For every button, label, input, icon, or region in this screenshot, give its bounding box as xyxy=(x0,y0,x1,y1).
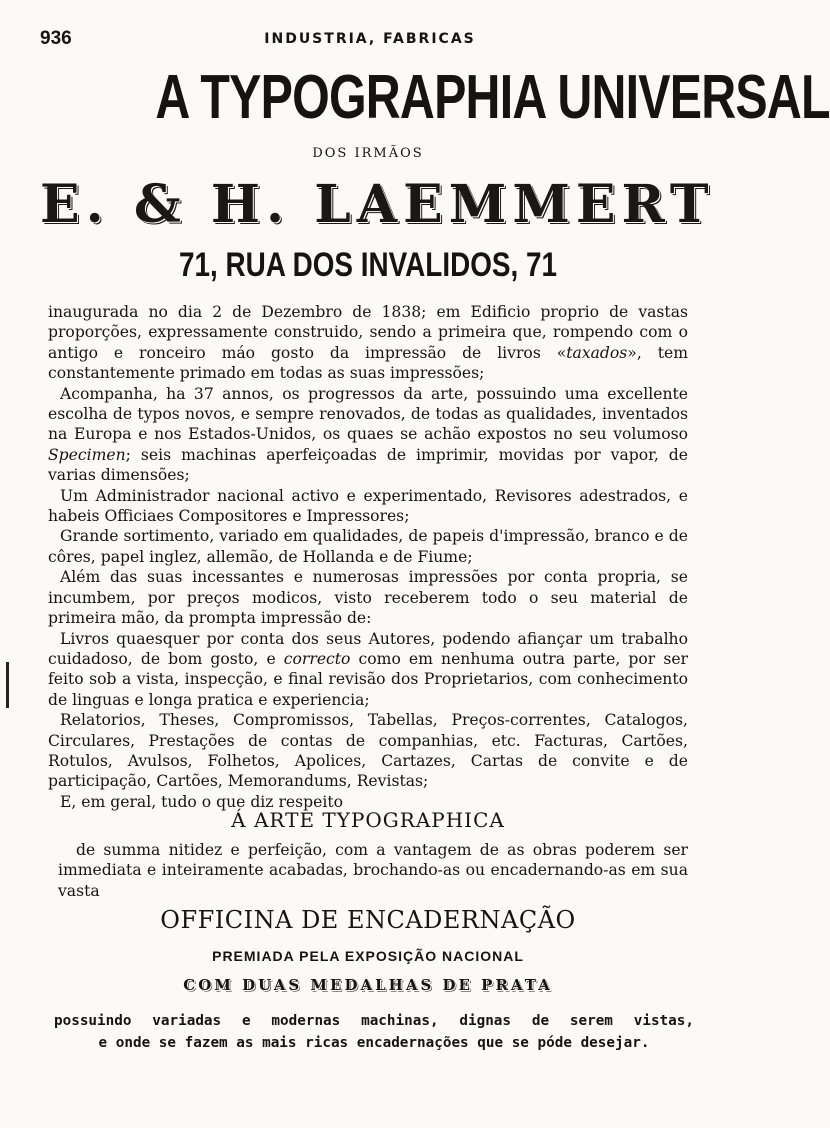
body-text xyxy=(48,302,688,812)
medals-line: COM DUAS MEDALHAS DE PRATA xyxy=(183,976,553,994)
bindery-heading: OFFICINA DE ENCADERNAÇÃO xyxy=(160,906,576,934)
paragraph-staff: Um Administrador nacional activo e experimentado, Revisores adestrados, e habeis Officiaes Compositores e Impressores; xyxy=(48,486,688,526)
paragraph-founding xyxy=(48,302,688,384)
text-span: inaugurada no dia 2 de Dezembro de 1838; em Edificio proprio de vastas proporções, expressamente construido, sendo a primeira que, rompendo com o antigo e ronceiro máo gosto da impressão de livros « xyxy=(48,303,688,362)
text-span: ; seis machinas aperfeiçoadas de imprimir, movidas por vapor, de varias dimensões; xyxy=(48,445,688,485)
paragraph-books xyxy=(48,629,688,711)
paragraph-paper: Grande sortimento, variado em qualidades, de papeis d'impressão, branco e de côres, papel inglez, allemão, de Hollanda e de Fiume; xyxy=(48,527,688,566)
emphasis: taxados xyxy=(566,343,628,362)
text-span: », tem constantemente primado em todas as suas impressões; xyxy=(48,343,688,383)
running-header xyxy=(40,28,700,58)
text-span: Livros quaesquer por conta dos seus Autores, podendo afiançar um trabalho cuidadoso, de bom gosto, e xyxy=(48,629,688,668)
craft-heading: Á ARTE TYPOGRAPHICA xyxy=(231,808,505,832)
emphasis: Specimen xyxy=(48,445,126,464)
text-span: como em nenhuma outra parte, por ser feito sob a vista, inspecção, e final revisão dos Proprietarios, com conhecimento de linguas e longa pratica e experiencia; xyxy=(48,649,689,709)
margin-mark xyxy=(6,662,9,708)
emphasis: correcto xyxy=(283,649,351,668)
firm-name: E. & H. LAEMMERT xyxy=(40,174,715,235)
text-span: Acompanha, ha 37 annos, os progressos da arte, possuindo uma excellente escolha de typos novos, e sempre renovados, de todas as qualidades, inventados na Europa e nos Estados-Unidos, os quaes se achão expostos no seu volumoso xyxy=(48,384,688,444)
paragraph-services: Além das suas incessantes e numerosas impressões por conta propria, se incumbem, por preços modicos, visto receberem todo o seu material de primeira mão, da prompta impressão de: xyxy=(48,568,688,628)
closing-line-2: e onde se fazem as mais ricas encadernações que se póde desejar. xyxy=(98,1035,650,1051)
paragraph-general: E, em geral, tudo o que diz respeito xyxy=(60,792,344,811)
main-title: A TYPOGRAPHIA UNIVERSAL xyxy=(155,63,830,132)
closing-line-1: possuindo variadas e modernas machinas, dignas de serem vistas, xyxy=(54,1013,694,1029)
paragraph-craft: de summa nitidez e perfeição, com a vantagem de as obras poderem ser immediata e inteiramente acabadas, brochando-as ou encadernando-as em sua vasta xyxy=(58,841,688,900)
paragraph-products: Relatorios, Theses, Compromissos, Tabellas, Preços-correntes, Catalogos, Circulares, Prestações de contas de companhias, etc. Facturas, Cartões, Rotulos, Avulsos, Folhetos, Apolices, Cartazes, Cartas de convite e de participação, Cartões, Memorandums, Revistas; xyxy=(48,711,688,791)
paragraph-progress xyxy=(48,384,688,486)
craft-text xyxy=(58,840,688,901)
page-number: 936 xyxy=(40,28,72,49)
closing-text xyxy=(54,1010,694,1054)
address: 71, RUA DOS INVALIDOS, 71 xyxy=(178,246,558,284)
award-line: PREMIADA PELA EXPOSIÇÃO NACIONAL xyxy=(212,948,524,964)
section-title: INDUSTRIA, FABRICAS xyxy=(264,31,476,47)
subtitle: DOS IRMÃOS xyxy=(312,146,424,161)
